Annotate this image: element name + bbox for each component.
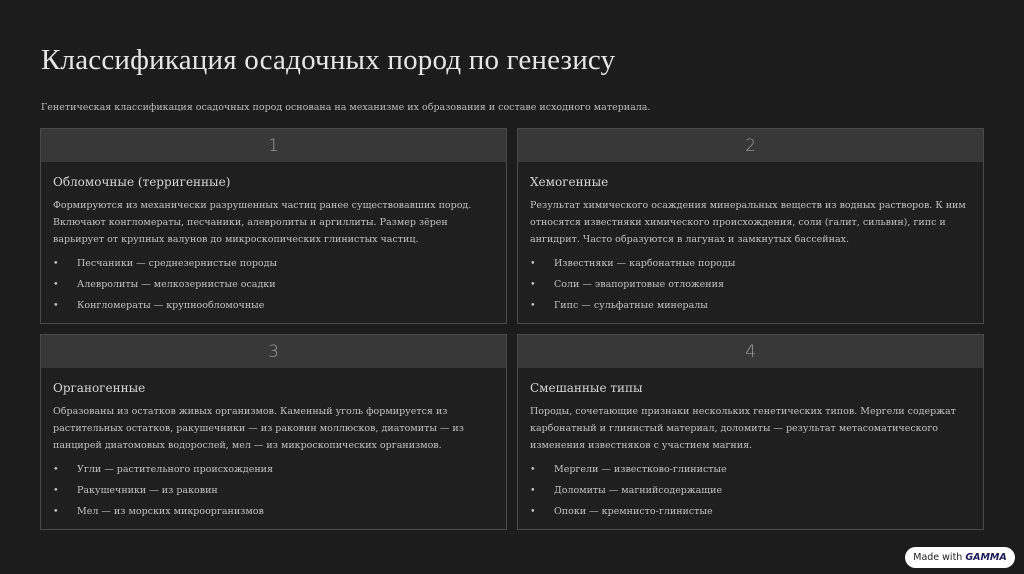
card-heading: Смешанные типы [530, 381, 643, 395]
list-item: • Известняки — карбонатные породы [530, 253, 971, 274]
bullet-list [53, 253, 494, 316]
bullet-icon: • [53, 300, 59, 311]
bullet-icon: • [530, 506, 536, 517]
badge-prefix: Made with [913, 552, 963, 563]
page-subtitle: Генетическая классификация осадочных пород основана на механизме их образования и составе исходного материала. [41, 102, 651, 113]
made-with-gamma-badge[interactable] [905, 547, 1015, 568]
list-item: • Мел — из морских микроорганизмов [53, 501, 494, 522]
card-chemogenic [517, 128, 984, 324]
card-description: Породы, сочетающие признаки нескольких генетических типов. Мергели содержат карбонатный и глинистый материал, доломиты — результат метасоматического изменения известняков с участием магния. [530, 406, 956, 451]
list-item: • Опоки — кремнисто-глинистые [530, 501, 971, 522]
card-number: 3 [41, 335, 506, 368]
gamma-logo: GAMMA [965, 552, 1007, 563]
card-description: Формируются из механически разрушенных частиц ранее существовавших пород. Включают конгломераты, песчаники, алевролиты и аргиллиты. Размер зёрен варьирует от крупных валунов до микроскопических глинистых частиц. [53, 200, 472, 245]
bullet-icon: • [530, 258, 536, 269]
card-description: Результат химического осаждения минеральных веществ из водных растворов. К ним относятся известняки химического происхождения, соли (галит, сильвин), гипс и ангидрит. Часто образуются в лагунах и замкнутых бассейнах. [530, 200, 966, 245]
list-item: • Мергели — известково-глинистые [530, 459, 971, 480]
bullet-icon: • [530, 485, 536, 496]
page-title: Классификация осадочных пород по генезису [41, 44, 616, 76]
list-item: • Ракушечники — из раковин [53, 480, 494, 501]
card-heading: Органогенные [53, 381, 146, 395]
card-organogenic [40, 334, 507, 530]
bullet-icon: • [53, 506, 59, 517]
bullet-icon: • [53, 485, 59, 496]
card-heading: Обломочные (терригенные) [53, 175, 231, 189]
bullet-icon: • [530, 300, 536, 311]
card-description: Образованы из остатков живых организмов. Каменный уголь формируется из растительных остатков, ракушечники — из раковин моллюсков, диатомиты — из панцирей диатомовых водорослей, мел — из микроскопических организмов. [53, 406, 464, 451]
card-number: 2 [518, 129, 983, 162]
card-number: 1 [41, 129, 506, 162]
list-item: • Доломиты — магнийсодержащие [530, 480, 971, 501]
card-clastic [40, 128, 507, 324]
list-item: • Алевролиты — мелкозернистые осадки [53, 274, 494, 295]
card-number: 4 [518, 335, 983, 368]
list-item: • Угли — растительного происхождения [53, 459, 494, 480]
list-item: • Песчаники — среднезернистые породы [53, 253, 494, 274]
card-heading: Хемогенные [530, 175, 609, 189]
bullet-icon: • [530, 279, 536, 290]
list-item: • Соли — эвапоритовые отложения [530, 274, 971, 295]
bullet-list [530, 459, 971, 522]
classification-grid [40, 128, 984, 530]
list-item: • Конгломераты — крупнообломочные [53, 295, 494, 316]
bullet-icon: • [53, 464, 59, 475]
bullet-list [530, 253, 971, 316]
bullet-icon: • [53, 258, 59, 269]
card-mixed [517, 334, 984, 530]
list-item: • Гипс — сульфатные минералы [530, 295, 971, 316]
bullet-list [53, 459, 494, 522]
bullet-icon: • [530, 464, 536, 475]
bullet-icon: • [53, 279, 59, 290]
